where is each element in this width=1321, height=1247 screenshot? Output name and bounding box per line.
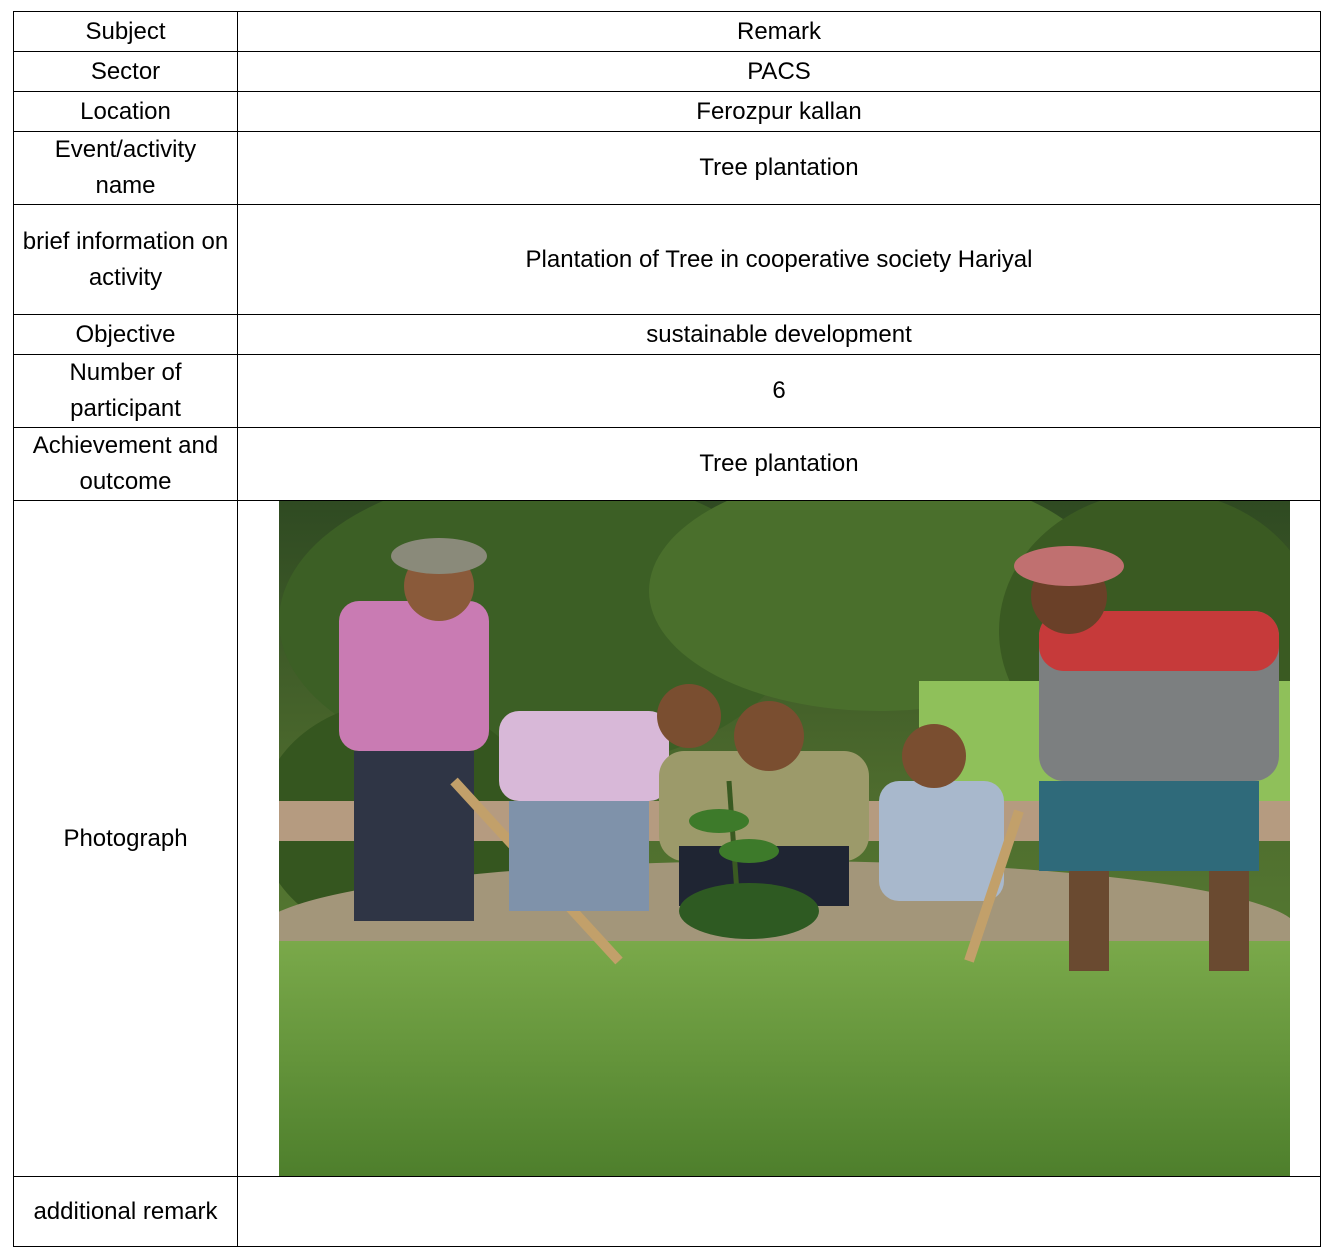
table-row <box>14 205 1321 315</box>
row-value-participants: 6 <box>238 355 1321 428</box>
row-label-brief-info: brief information on activity <box>14 205 238 315</box>
row-label-participants: Number of participant <box>14 355 238 428</box>
photo-cell <box>238 501 1321 1177</box>
row-value-additional-remark <box>238 1177 1321 1247</box>
table-row <box>14 52 1321 92</box>
tree-plantation-photo <box>279 501 1290 1176</box>
row-label-photograph: Photograph <box>14 501 238 1177</box>
row-value-objective: sustainable development <box>238 315 1321 355</box>
row-label-objective: Objective <box>14 315 238 355</box>
row-label-sector: Sector <box>14 52 238 92</box>
row-label-location: Location <box>14 92 238 132</box>
row-value-brief-info: Plantation of Tree in cooperative society Hariyal <box>238 205 1321 315</box>
header-subject: Subject <box>14 12 238 52</box>
table-row <box>14 92 1321 132</box>
row-label-achievement: Achievement and outcome <box>14 428 238 501</box>
activity-report-table <box>13 11 1321 1247</box>
table-header-row <box>14 12 1321 52</box>
row-value-location: Ferozpur kallan <box>238 92 1321 132</box>
table-row <box>14 1177 1321 1247</box>
table-row <box>14 132 1321 205</box>
row-value-sector: PACS <box>238 52 1321 92</box>
row-value-event: Tree plantation <box>238 132 1321 205</box>
row-label-event: Event/activity name <box>14 132 238 205</box>
row-label-additional-remark: additional remark <box>14 1177 238 1247</box>
table-row <box>14 428 1321 501</box>
row-value-achievement: Tree plantation <box>238 428 1321 501</box>
table-row <box>14 315 1321 355</box>
photo-row <box>14 501 1321 1177</box>
header-remark: Remark <box>238 12 1321 52</box>
table-row <box>14 355 1321 428</box>
